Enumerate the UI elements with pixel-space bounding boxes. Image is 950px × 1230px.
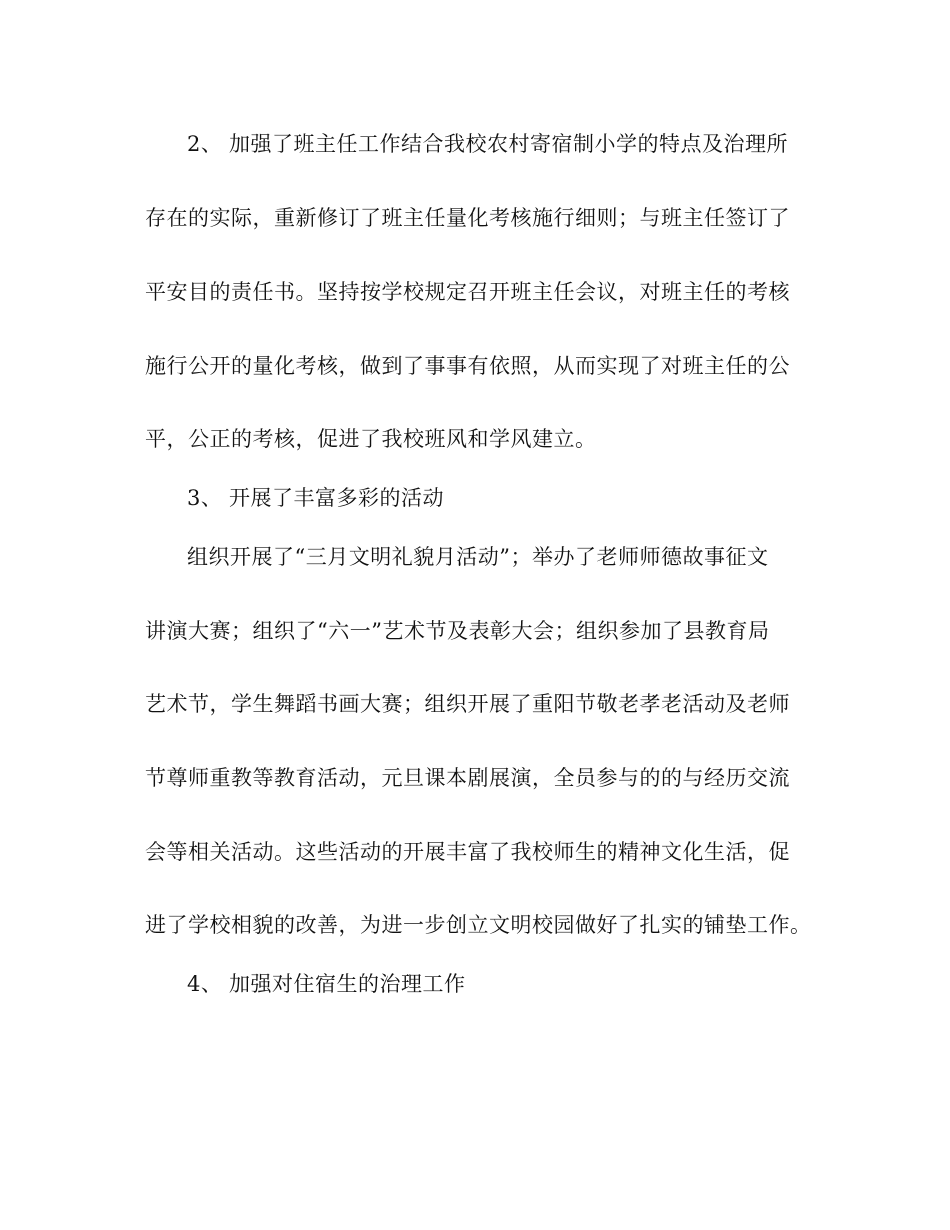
paragraph-line: 平安目的责任书。坚持按学校规定召开班主任会议，对班主任的考核	[145, 280, 790, 304]
section-heading-2	[187, 129, 907, 159]
paragraph-line: 平，公正的考核，促进了我校班风和学风建立。	[145, 427, 597, 451]
paragraph-line: 进了学校相貌的改善，为进一步创立文明校园做好了扎实的铺垫工作。	[145, 913, 812, 937]
paragraph-line: 会等相关活动。这些活动的开展丰富了我校师生的精神文化生活，促	[145, 840, 790, 864]
paragraph-line: 存在的实际，重新修订了班主任量化考核施行细则；与班主任签订了	[145, 206, 790, 230]
section-heading-text: 加强对住宿生的治理工作	[229, 972, 466, 996]
section-heading-3	[187, 483, 907, 513]
section-number: 3、	[187, 486, 223, 510]
section-number: 4、	[187, 972, 223, 996]
paragraph-line: 艺术节，学生舞蹈书画大赛；组织开展了重阳节敬老孝老活动及老师	[145, 692, 790, 716]
paragraph-line: 组织开展了“三月文明礼貌月活动”；举办了老师师德故事征文	[187, 545, 769, 569]
section-heading-text: 开展了丰富多彩的活动	[229, 486, 444, 510]
section-heading-text: 加强了班主任工作结合我校农村寄宿制小学的特点及治理所	[229, 132, 788, 156]
paragraph-line: 讲演大赛；组织了“六一”艺术节及表彰大会；组织参加了县教育局	[145, 619, 770, 643]
section-heading-4	[187, 969, 907, 999]
paragraph-line: 施行公开的量化考核，做到了事事有依照，从而实现了对班主任的公	[145, 354, 790, 378]
paragraph-line: 节尊师重教等教育活动，元旦课本剧展演，全员参与的的与经历交流	[145, 766, 790, 790]
section-number: 2、	[187, 132, 223, 156]
